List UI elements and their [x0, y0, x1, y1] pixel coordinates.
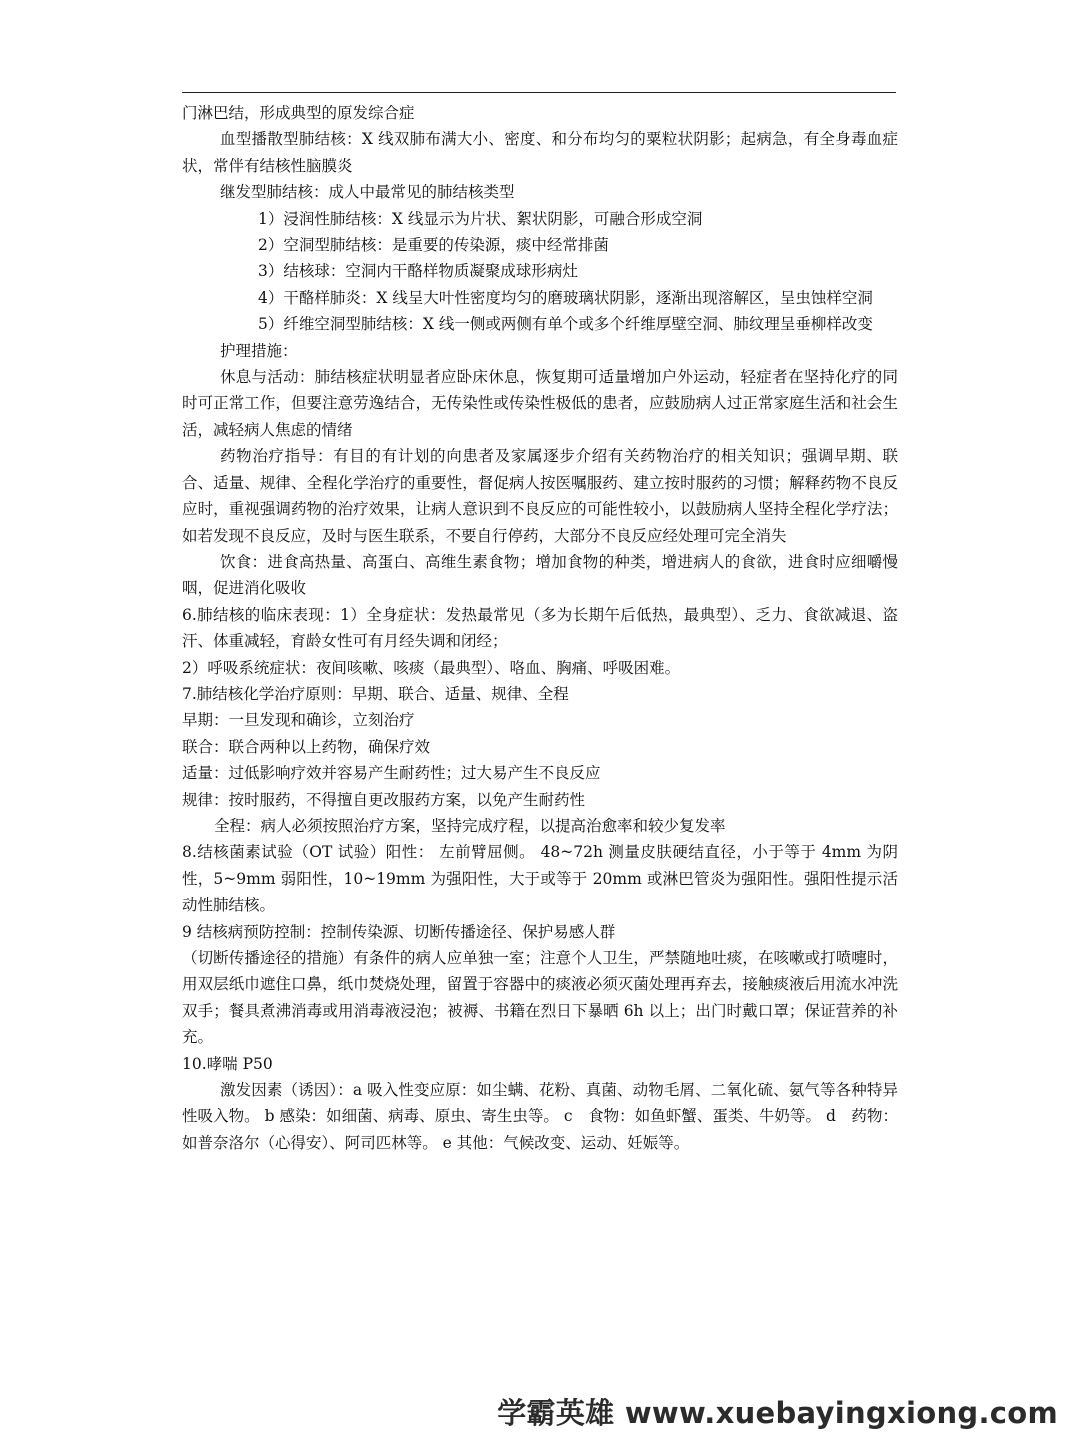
paragraph: 联合：联合两种以上药物，确保疗效 [182, 737, 431, 756]
paragraph: 早期：一旦发现和确诊，立刻治疗 [182, 711, 415, 730]
list-item: 5）纤维空洞型肺结核：X 线一侧或两侧有单个或多个纤维厚壁空洞、肺纹理呈垂柳样改变 [258, 315, 873, 334]
paragraph: 继发型肺结核：成人中最常见的肺结核类型 [220, 183, 515, 202]
paragraph: 全程：病人必须按照治疗方案，坚持完成疗程，以提高治愈率和较少复发率 [214, 816, 726, 835]
paragraph: 适量：过低影响疗效并容易产生耐药性；过大易产生不良反应 [182, 764, 601, 783]
document-body [182, 100, 898, 1156]
paragraph: 激发因素（诱因）：a 吸入性变应原：如尘螨、花粉、真菌、动物毛屑、二氧化硫、氨气等各种特异性吸入物。 b 感染：如细菌、病毒、原虫、寄生虫等。 c 食物：如鱼虾蟹、蛋类、牛奶等。 d 药物：如普奈洛尔（心得安）、阿司匹林等。 e 其他：气候改变、运动、妊娠等。 [182, 1081, 898, 1152]
site-watermark: 学霸英雄 www.xuebayingxiong.com [497, 1396, 1058, 1430]
paragraph: 9 结核病预防控制：控制传染源、切断传播途径、保护易感人群 [182, 922, 616, 941]
paragraph: 休息与活动：肺结核症状明显者应卧床休息，恢复期可适量增加户外运动，轻症者在坚持化疗的同时可正常工作，但要注意劳逸结合，无传染性或传染性极低的患者，应鼓励病人过正常家庭生活和社会生活，减轻病人焦虑的情绪 [182, 368, 898, 439]
list-item: 3）结核球：空洞内干酪样物质凝聚成球形病灶 [258, 262, 578, 281]
paragraph: 6.肺结核的临床表现：1）全身症状：发热最常见（多为长期午后低热，最典型）、乏力、食欲减退、盗汗、体重减轻，育龄女性可有月经失调和闭经； [182, 605, 898, 651]
list-item: 4）干酪样肺炎：X 线呈大叶性密度均匀的磨玻璃状阴影，逐渐出现溶解区，呈虫蚀样空洞 [258, 288, 873, 307]
paragraph: 规律：按时服药，不得擅自更改服药方案，以免产生耐药性 [182, 790, 586, 809]
paragraph: 饮食：进食高热量、高蛋白、高维生素食物；增加食物的种类，增进病人的食欲，进食时应细嚼慢咽，促进消化吸收 [182, 552, 898, 598]
paragraph: 门淋巴结，形成典型的原发综合症 [182, 104, 415, 122]
paragraph: 2）呼吸系统症状：夜间咳嗽、咳痰（最典型）、咯血、胸痛、呼吸困难。 [182, 658, 681, 677]
paragraph: 药物治疗指导：有目的有计划的向患者及家属逐步介绍有关药物治疗的相关知识；强调早期、联合、适量、规律、全程化学治疗的重要性，督促病人按医嘱服药、建立按时服药的习惯；解释药物不良反应时，重视强调药物的治疗效果，让病人意识到不良反应的可能性较小，以鼓励病人坚持全程化学疗法；如若发现不良反应，及时与医生联系，不要自行停药，大部分不良反应经处理可完全消失 [182, 447, 898, 545]
paragraph: 血型播散型肺结核：X 线双肺布满大小、密度、和分布均匀的粟粒状阴影；起病急，有全身毒血症状，常伴有结核性脑膜炎 [182, 130, 898, 175]
header-rule [182, 92, 896, 93]
paragraph: （切断传播途径的措施）有条件的病人应单独一室；注意个人卫生，严禁随地吐痰，在咳嗽或打喷嚏时，用双层纸巾遮住口鼻，纸巾焚烧处理，留置于容器中的痰液必须灭菌处理再弃去，接触痰液后用流水冲洗双手；餐具煮沸消毒或用消毒液浸泡；被褥、书籍在烈日下暴晒 6h 以上；出门时戴口罩；保证营养的补充。 [182, 949, 898, 1047]
paragraph: 10.哮喘 P50 [182, 1054, 273, 1073]
section-heading: 护理措施： [220, 341, 298, 360]
list-item: 1）浸润性肺结核：X 线显示为片状、絮状阴影，可融合形成空洞 [258, 209, 703, 228]
paragraph: 8.结核菌素试验（OT 试验）阳性： 左前臂屈侧。 48~72h 测量皮肤硬结直径，小于等于 4mm 为阴性，5~9mm 弱阳性，10~19mm 为强阳性，大于或等于 20mm 或淋巴管炎为强阳性。强阳性提示活动性肺结核。 [182, 843, 898, 915]
list-item: 2）空洞型肺结核：是重要的传染源，痰中经常排菌 [258, 236, 609, 255]
paragraph: 7.肺结核化学治疗原则：早期、联合、适量、规律、全程 [182, 684, 569, 703]
